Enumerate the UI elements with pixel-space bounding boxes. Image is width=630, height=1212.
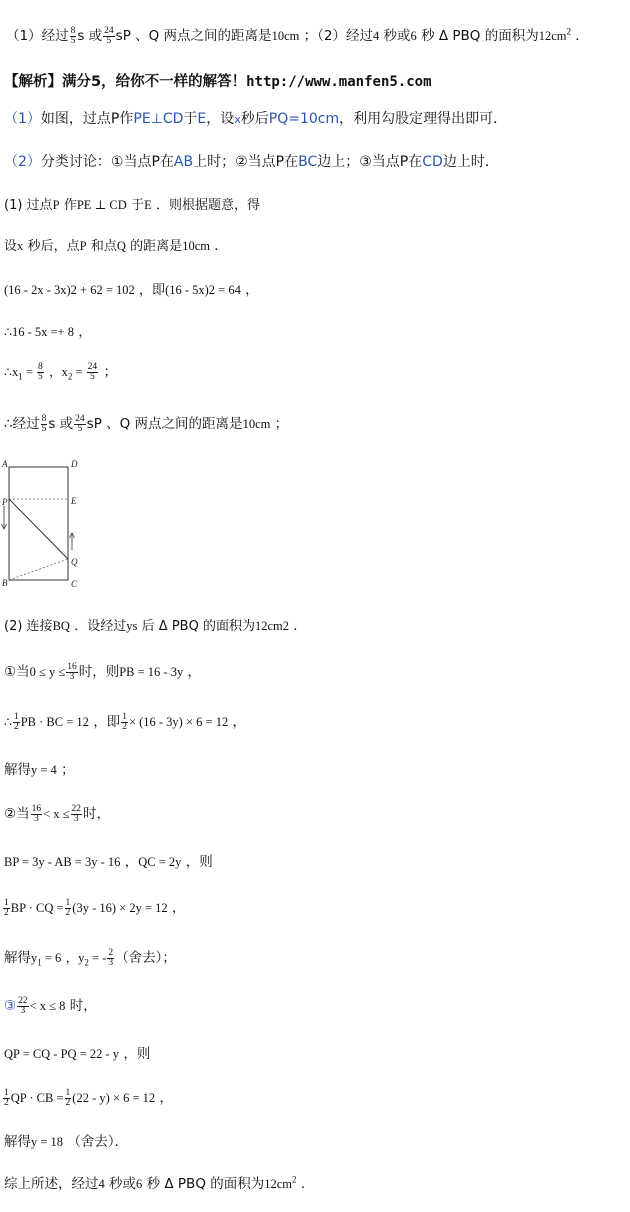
label-e: E — [71, 496, 77, 506]
hint-text: 如图，过点P作 — [40, 111, 134, 127]
text: ； — [61, 762, 75, 778]
numerator: 1 — [65, 1088, 71, 1098]
solution-line — [4, 758, 75, 778]
numerator: 1 — [4, 898, 9, 908]
numerator: 2 — [108, 948, 114, 958]
answer-text: sP 、Q 两点之间的距离是 — [115, 28, 272, 44]
text: ．设经过 — [74, 619, 127, 634]
text: ，即 — [139, 283, 166, 298]
hint-text: ，设 — [206, 111, 235, 127]
hint-2 — [4, 151, 499, 171]
text: ， — [187, 664, 202, 680]
text: ∴经过 — [4, 416, 40, 432]
arrow-up-icon — [70, 533, 75, 550]
hint-math: AB — [173, 154, 194, 170]
equation: (16 - 5x)2 = 64 — [165, 283, 241, 297]
denominator: 2 — [65, 908, 71, 918]
solution-line — [4, 710, 246, 732]
hint-text: 于 — [183, 111, 198, 127]
numerator: 1 — [13, 712, 19, 722]
subscript: 1 — [18, 371, 23, 382]
numerator: 1 — [122, 712, 127, 722]
fraction — [31, 805, 43, 824]
numerator: 16 — [67, 662, 77, 672]
solution-line — [4, 1042, 150, 1062]
answer-text: ；（2）经过 — [303, 28, 373, 44]
text: 于 — [131, 198, 145, 213]
text: 后 Δ PBQ 的面积为 — [141, 619, 255, 634]
text: ，则 — [185, 854, 213, 870]
math: 0 ≤ y ≤ — [29, 665, 66, 679]
math: P — [79, 239, 87, 253]
fraction — [13, 713, 20, 732]
text: 秒或 — [109, 1176, 137, 1192]
solution-line — [4, 802, 110, 824]
text: ①当 — [4, 664, 30, 680]
rectangle-abcd — [9, 467, 68, 580]
hint-text: 分类讨论：①当点P在 — [40, 154, 174, 170]
math: E — [144, 198, 152, 212]
fraction — [3, 1089, 10, 1108]
text: ，则 — [123, 1046, 151, 1062]
equation: QC = 2y — [138, 855, 182, 869]
denominator: 5 — [41, 424, 47, 434]
text: 时， — [83, 806, 111, 822]
math: 10cm — [182, 239, 210, 253]
denominator: 5 — [106, 36, 112, 46]
fraction — [107, 949, 114, 968]
numerator: 22 — [18, 996, 28, 1006]
math: ∴x — [4, 365, 19, 379]
math: = 6 — [41, 951, 62, 965]
solution-line — [4, 946, 176, 968]
denominator: 5 — [90, 372, 95, 382]
math: y — [31, 951, 38, 965]
text: ， — [232, 714, 246, 730]
equation: (22 - y) × 6 = 12 — [72, 1091, 156, 1105]
denominator: 3 — [33, 814, 39, 824]
text: 时， — [69, 998, 97, 1014]
denominator: 2 — [13, 722, 19, 732]
math: Q — [116, 239, 126, 253]
solution-line — [4, 234, 228, 254]
denominator: 3 — [108, 958, 114, 968]
text: ②当 — [4, 806, 30, 822]
text: 的距离是 — [130, 239, 183, 254]
label-a: A — [2, 459, 8, 469]
arrow-down-icon — [2, 506, 7, 529]
hint-text: 边上；③当点P在 — [317, 154, 423, 170]
solution-line — [4, 412, 288, 434]
subscript: 2 — [67, 371, 73, 382]
text: s 或 — [48, 416, 74, 432]
equation: PB = 16 - 3y — [119, 665, 184, 679]
text: ． — [293, 618, 307, 634]
text: ； — [103, 364, 117, 380]
denominator: 2 — [65, 1098, 71, 1108]
text: sP 、Q 两点之间的距离是 — [86, 416, 243, 432]
text: 解得 — [4, 762, 31, 778]
numerator: 16 — [31, 804, 42, 814]
math: = - — [88, 951, 107, 965]
text: ， — [245, 282, 259, 298]
text: ．则根据题意，得 — [156, 198, 261, 213]
denominator: 2 — [4, 1098, 9, 1108]
text: ． — [300, 1176, 315, 1192]
answer-line — [6, 24, 589, 46]
denominator: 5 — [38, 372, 43, 382]
math: ys — [126, 619, 138, 633]
equation: × (16 - 3y) × 6 = 12 — [128, 715, 229, 729]
summary-line — [4, 1172, 314, 1192]
solution-line — [4, 194, 260, 213]
equation: QP · CB = — [10, 1091, 64, 1105]
numerator: 24 — [75, 414, 85, 424]
answer-value: 6 — [410, 29, 417, 43]
equation: ∴16 - 5x =+ 8 — [4, 325, 74, 339]
text: ； — [274, 416, 289, 432]
analysis-title: 【解析】满分5，给你不一样的解答！ — [4, 74, 247, 90]
fraction — [71, 805, 83, 824]
equation: y = 18 — [31, 1135, 64, 1149]
numerator: 24 — [104, 26, 114, 36]
denominator: 3 — [73, 814, 79, 824]
fraction — [121, 713, 128, 732]
segment-bq — [9, 559, 68, 580]
fraction — [17, 997, 29, 1016]
math: 4 — [98, 1177, 105, 1191]
denominator: 2 — [4, 908, 9, 918]
denominator: 5 — [77, 424, 83, 434]
text: 时，则 — [78, 664, 120, 680]
numerator: 8 — [41, 414, 47, 424]
case-marker: ③ — [4, 998, 17, 1014]
fraction — [70, 27, 77, 46]
text: ， — [124, 854, 139, 870]
hint-math: E — [197, 111, 207, 127]
math: < x ≤ — [43, 807, 70, 821]
geometry-figure — [0, 458, 100, 593]
solution-line — [4, 278, 259, 298]
numerator: 8 — [70, 26, 76, 36]
numerator: 1 — [4, 1088, 9, 1098]
hint-text: 上时；②当点P在 — [193, 154, 299, 170]
equation: BP = 3y - AB = 3y - 16 — [4, 855, 121, 869]
numerator: 22 — [71, 804, 82, 814]
math: = — [22, 365, 37, 379]
text: 秒 Δ PBQ 的面积为 — [146, 1176, 265, 1192]
text: (1) 过点 — [4, 198, 53, 213]
text: ，即 — [93, 714, 121, 730]
math: x — [17, 239, 24, 253]
source-url: http://www.manfen5.com — [246, 74, 432, 90]
hint-text: 秒后 — [240, 111, 269, 127]
text: ， — [159, 1090, 173, 1106]
text: (2) 连接 — [4, 619, 53, 634]
answer-value: 12cm — [538, 29, 567, 43]
numerator: 8 — [38, 362, 43, 372]
hint-math: PE⊥CD — [133, 111, 184, 127]
text: 综上所述，经过 — [4, 1176, 99, 1192]
fraction — [103, 27, 115, 46]
solution-line — [4, 850, 213, 870]
text: （舍去）． — [67, 1134, 129, 1150]
solution-line — [2, 1086, 173, 1108]
superscript: 2 — [292, 1174, 297, 1185]
superscript: 2 — [566, 26, 571, 37]
segment-pq — [9, 499, 68, 559]
solution-line — [4, 1130, 128, 1150]
fraction — [65, 899, 72, 918]
hint-1 — [4, 108, 507, 128]
answer-text: ． — [575, 28, 589, 44]
answer-text: （1）经过 — [6, 28, 69, 44]
label-d: D — [71, 459, 78, 469]
math: ，y — [65, 951, 85, 965]
fraction — [37, 363, 44, 382]
text: 解得 — [4, 950, 31, 966]
label-b: B — [2, 578, 8, 588]
label-q: Q — [71, 557, 78, 567]
math: 12cm2 — [254, 619, 289, 633]
math: P — [52, 198, 60, 212]
solution-line — [4, 660, 201, 682]
denominator: 5 — [70, 36, 76, 46]
text: 解得 — [4, 1134, 31, 1150]
numerator: 1 — [65, 898, 71, 908]
math: 10cm — [242, 417, 271, 431]
hint-prefix: （2） — [4, 154, 41, 170]
text: 作 — [63, 198, 77, 213]
math: 6 — [136, 1177, 143, 1191]
solution-line — [4, 320, 92, 340]
solution-line — [2, 896, 185, 918]
text: 秒后，点 — [27, 239, 80, 254]
math: PE ⊥ CD — [76, 198, 127, 212]
hint-text: 边上时． — [442, 154, 499, 170]
answer-value: 4 — [372, 29, 380, 43]
answer-value: 10cm — [271, 29, 300, 43]
fraction — [66, 663, 78, 682]
fraction — [65, 1089, 72, 1108]
equation: PB · BC = 12 — [20, 715, 89, 729]
denominator: 2 — [122, 722, 127, 732]
equation: (16 - 2x - 3x)2 + 62 = 102 — [4, 283, 135, 297]
denominator: 3 — [69, 672, 75, 682]
math: ，x — [49, 365, 68, 379]
answer-text: 秒或 — [383, 28, 411, 44]
text: 设 — [4, 239, 18, 254]
solution-line — [4, 360, 117, 382]
subscript: 2 — [84, 957, 89, 968]
hint-math: BC — [298, 154, 318, 170]
answer-text: s 或 — [77, 28, 103, 44]
hint-prefix: （1） — [4, 111, 41, 127]
text: ， — [171, 900, 186, 916]
denominator: 3 — [20, 1006, 26, 1016]
label-p: P — [2, 497, 8, 507]
text: ． — [214, 238, 228, 254]
numerator: 24 — [87, 362, 98, 372]
hint-math: x — [234, 113, 241, 126]
text: ， — [78, 324, 92, 340]
fraction — [41, 415, 48, 434]
fraction — [87, 363, 99, 382]
subscript: 1 — [37, 957, 42, 968]
solution-line — [4, 614, 307, 634]
text: （舍去）； — [115, 950, 176, 966]
math: ∴ — [4, 715, 12, 729]
equation: QP = CQ - PQ = 22 - y — [4, 1047, 120, 1061]
hint-math: PQ=10cm — [268, 111, 340, 127]
solution-line — [4, 994, 97, 1016]
hint-text: ，利用勾股定理得出即可． — [339, 111, 508, 127]
label-c: C — [71, 579, 78, 589]
hint-math: CD — [422, 154, 443, 170]
analysis-header — [4, 70, 432, 91]
math: = — [72, 365, 86, 379]
fraction — [3, 899, 10, 918]
math: < x ≤ 8 — [29, 999, 66, 1013]
fraction — [74, 415, 86, 434]
text: 和点 — [90, 239, 117, 254]
answer-text: 秒 Δ PBQ 的面积为 — [421, 28, 539, 44]
equation: (3y - 16) × 2y = 12 — [72, 901, 168, 915]
math: BQ — [52, 619, 70, 633]
math: 12cm — [264, 1177, 293, 1191]
equation: BP · CQ = — [10, 901, 64, 915]
equation: y = 4 — [31, 763, 57, 777]
